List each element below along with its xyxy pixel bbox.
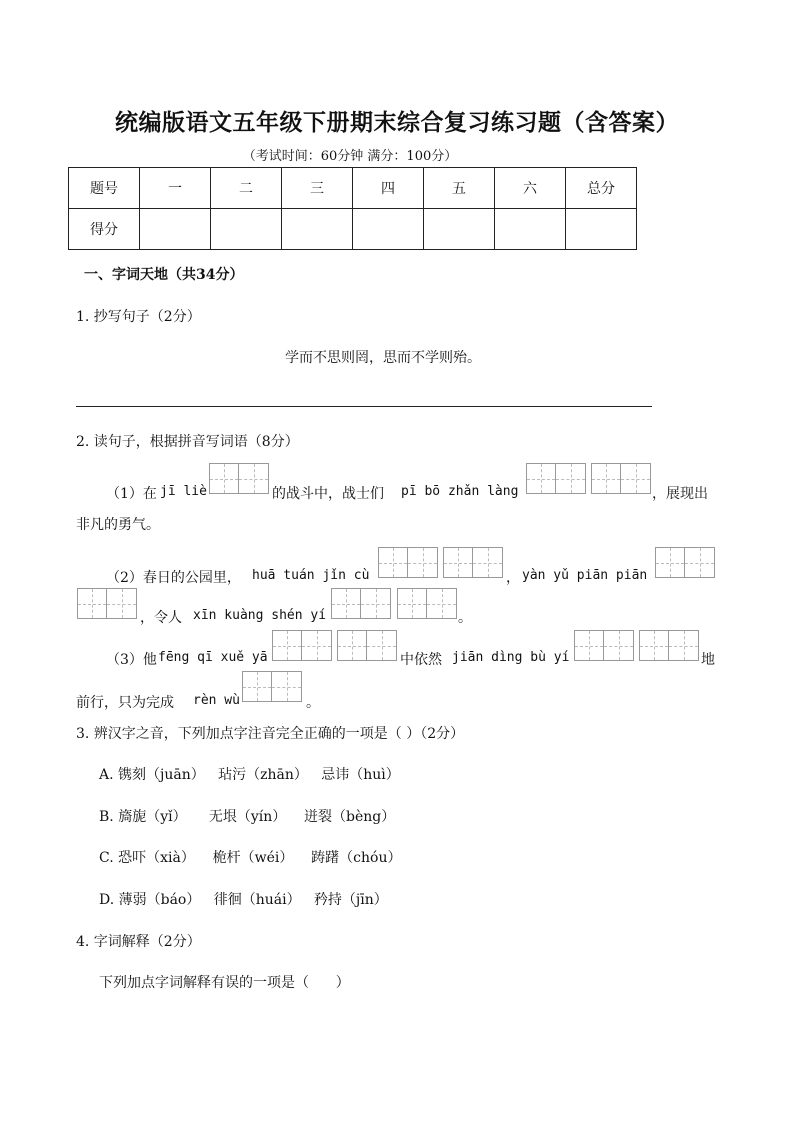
answer-grid[interactable] [77, 588, 137, 619]
answer-grid[interactable] [655, 547, 715, 578]
q2-text: （2）春日的公园里， [106, 570, 241, 586]
question-4-text: 下列加点字词解释有误的一项是（ ） [99, 975, 350, 991]
pinyin: fēng qī xuě yā [158, 650, 268, 665]
exam-info: （考试时间：60分钟 满分：100分） [242, 149, 458, 164]
q2-text: 。 [306, 695, 320, 711]
pinyin: pī bō zhǎn làng [401, 484, 519, 499]
pinyin: xīn kuàng shén yí [193, 608, 327, 623]
q2-text: 前行，只为完成 [76, 695, 174, 711]
table-cell: 总分 [566, 168, 637, 209]
score-table-header-row [69, 168, 637, 209]
pinyin: huā tuán jǐn cù [252, 568, 370, 583]
q2-text: ， [506, 570, 520, 586]
option-b[interactable]: B. 旖旎（yǐ） 无垠（yín） 迸裂（bèng） [99, 809, 396, 825]
score-input-cell[interactable] [211, 209, 282, 250]
question-1-sentence: 学而不思则罔，思而不学则殆。 [285, 350, 481, 366]
q2-text: ，令人 [140, 610, 182, 626]
table-cell: 六 [495, 168, 566, 209]
pinyin: jī liè [160, 484, 207, 499]
q2-text: 中依然 [400, 652, 442, 668]
score-input-cell[interactable] [282, 209, 353, 250]
table-cell: 题号 [69, 168, 140, 209]
q2-text: 。 [458, 610, 472, 626]
q2-text: 地 [701, 652, 715, 668]
score-input-cell[interactable] [495, 209, 566, 250]
answer-grid[interactable] [209, 463, 269, 494]
option-c[interactable]: C. 恐吓（xià） 桅杆（wéi） 踌躇（chóu） [99, 850, 402, 866]
section-title: 一、字词天地（共34分） [84, 267, 244, 283]
answer-grid[interactable] [337, 630, 397, 661]
pinyin: rèn wù [193, 693, 240, 708]
answer-line[interactable] [76, 406, 652, 407]
answer-grid[interactable] [526, 463, 586, 494]
question-1-label: 1. 抄写句子（2分） [76, 309, 201, 325]
q2-text: 非凡的勇气。 [76, 517, 160, 533]
answer-grid[interactable] [639, 630, 699, 661]
answer-grid[interactable] [443, 547, 503, 578]
score-table-score-row [69, 209, 637, 250]
question-3-label: 3. 辨汉字之音，下列加点字注音完全正确的一项是（ ）（2分） [76, 726, 465, 742]
answer-grid[interactable] [378, 547, 438, 578]
question-2-label: 2. 读句子，根据拼音写词语（8分） [76, 434, 299, 450]
answer-grid[interactable] [574, 630, 634, 661]
q2-text: ，展现出 [652, 486, 708, 502]
q2-text: （1）在 [106, 486, 157, 502]
pinyin: jiān dìng bù yí [452, 650, 570, 665]
q2-text: 的战斗中，战士们 [272, 486, 384, 502]
option-a[interactable]: A. 镌刻（juān） 玷污（zhān） 忌讳（huì） [99, 767, 400, 783]
score-input-cell[interactable] [566, 209, 637, 250]
table-cell: 二 [211, 168, 282, 209]
table-cell: 得分 [69, 209, 140, 250]
answer-grid[interactable] [242, 671, 302, 702]
q2-text: （3）他 [106, 652, 157, 668]
score-input-cell[interactable] [140, 209, 211, 250]
table-cell: 三 [282, 168, 353, 209]
score-input-cell[interactable] [353, 209, 424, 250]
answer-grid[interactable] [331, 588, 391, 619]
answer-grid[interactable] [591, 463, 651, 494]
table-cell: 四 [353, 168, 424, 209]
score-table [68, 167, 637, 250]
answer-grid[interactable] [272, 630, 332, 661]
answer-grid[interactable] [397, 588, 457, 619]
pinyin: yàn yǔ piān piān [522, 568, 648, 583]
table-cell: 一 [140, 168, 211, 209]
table-cell: 五 [424, 168, 495, 209]
page-title: 统编版语文五年级下册期末综合复习练习题（含答案） [115, 110, 679, 136]
score-input-cell[interactable] [424, 209, 495, 250]
option-d[interactable]: D. 薄弱（báo） 徘徊（huái） 矜持（jīn） [99, 892, 388, 908]
question-4-label: 4. 字词解释（2分） [76, 934, 201, 950]
